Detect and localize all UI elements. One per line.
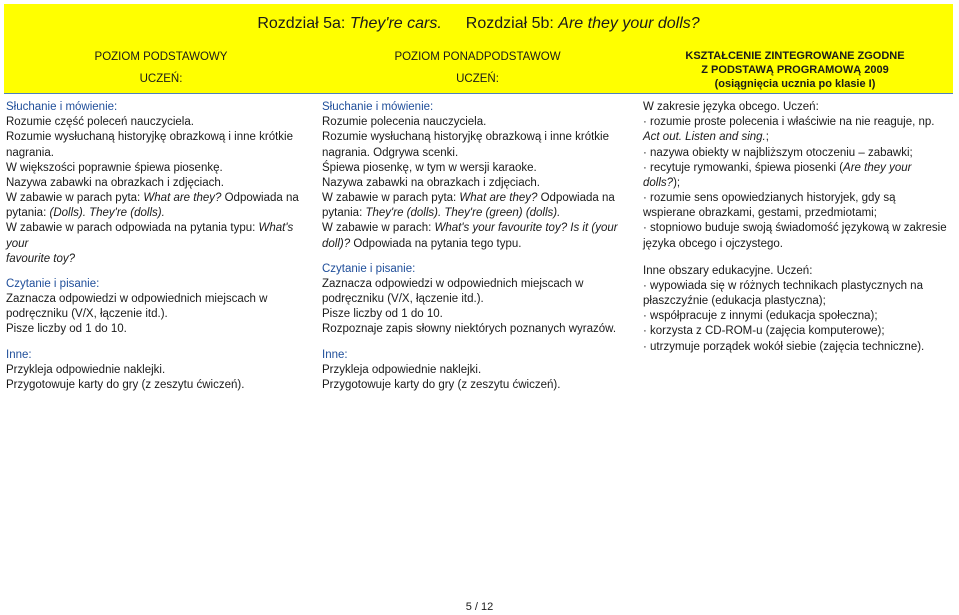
chapter-5b-label: Rozdział 5b: — [465, 14, 554, 32]
header-basic-level: POZIOM PODSTAWOWY UCZEŃ: — [94, 51, 228, 86]
listening-speaking-section: Słuchanie i mówienie: Rozumie polecenia nauczyciela. Rozumie wysłuchaną historyjkę obrazkową i inne krótkie nagrania. Odgrywa scenki. Śpiewa piosenkę, w tym w wersji karaoke. Nazywa zabawki na obrazkach i zdjęciach. W zabawie w parach pyta: What are they? Odpowiada na pytania: They're (dolls). They're (green) (dolls). W zabawie w parach: What's your favourite toy? Is it (your doll)? Odpowiada na pytania tego typu. — [322, 100, 628, 252]
column-integrated-education — [643, 100, 948, 365]
section-heading: Czytanie i pisanie: — [6, 277, 100, 290]
chapter-5a-label: Rozdział 5a: — [257, 14, 346, 32]
table-header-row — [4, 43, 953, 93]
chapter-5a-title: They're cars. — [349, 14, 442, 32]
header-advanced-level: POZIOM PONADPODSTAWOW UCZEŃ: — [394, 51, 561, 86]
section-heading: Słuchanie i mówienie: — [6, 101, 118, 113]
header-divider — [4, 93, 953, 94]
section-heading: Inne: — [6, 348, 32, 361]
column-basic-level — [6, 100, 312, 403]
other-areas-section: Inne obszary edukacyjne. Uczeń: · wypowiada się w różnych technikach plastycznych na płaszczyźnie (edukacja plastyczna); · współpracuje z innymi (edukacja społeczna); · korzysta z CD-ROM-u (zajęcia komputerowe); · utrzymuje porządek wokół siebie (zajęcia techniczne). — [643, 264, 925, 353]
listening-speaking-section: Słuchanie i mówienie: Rozumie część poleceń nauczyciela. Rozumie wysłuchaną historyjkę obrazkową i inne krótkie nagrania. W większości poprawnie śpiewa piosenkę. Nazywa zabawki na obrazkach i zdjęciach. W zabawie w parach pyta: What are they? Odpowiada na pytania: (Dolls). They're (dolls). W zabawie w parach odpowiada na pytania typu: What's your favourite toy? — [6, 100, 312, 267]
reading-writing-section: Czytanie i pisanie: Zaznacza odpowiedzi w odpowiednich miejscach w podręczniku (V/X, łączenie itd.). Pisze liczby od 1 do 10. Rozpoznaje zapis słowny niektórych poznanych wyrazów. — [322, 262, 628, 338]
section-heading: Słuchanie i mówienie: — [322, 101, 434, 113]
other-section: Inne: Przykleja odpowiednie naklejki. Przygotowuje karty do gry (z zeszytu ćwiczeń). — [6, 348, 312, 394]
column-advanced-level — [322, 100, 628, 403]
section-heading: Inne: — [322, 348, 348, 361]
section-heading: Czytanie i pisanie: — [322, 262, 416, 275]
header-integrated-education: KSZTAŁCENIE ZINTEGROWANE ZGODNE Z PODSTAWĄ PROGRAMOWĄ 2009 (osiągnięcia ucznia po klasie I) — [685, 50, 905, 90]
reading-writing-section: Czytanie i pisanie: Zaznacza odpowiedzi w odpowiednich miejscach w podręczniku (V/X, łączenie itd.). Pisze liczby od 1 do 10. — [6, 277, 312, 338]
other-section: Inne: Przykleja odpowiednie naklejki. Przygotowuje karty do gry (z zeszytu ćwiczeń). — [322, 348, 628, 394]
chapter-title — [4, 4, 953, 43]
page-number: 5 / 12 — [465, 601, 494, 613]
foreign-language-section: W zakresie języka obcego. Uczeń: · rozumie proste polecenia i właściwie na nie reaguje, np. Act out. Listen and sing.; · nazywa obiekty w najbliższym otoczeniu – zabawki; · recytuje rymowanki, śpiewa piosenki (Are they your dolls?); · rozumie sens opowiedzianych historyjek, gdy są wspierane obrazkami, gestami, przedmiotami; · stopniowo buduje swoją świadomość językową w zakresie języka obcego i ojczystego. — [643, 101, 947, 250]
chapter-5b-title: Are they your dolls? — [558, 14, 700, 32]
